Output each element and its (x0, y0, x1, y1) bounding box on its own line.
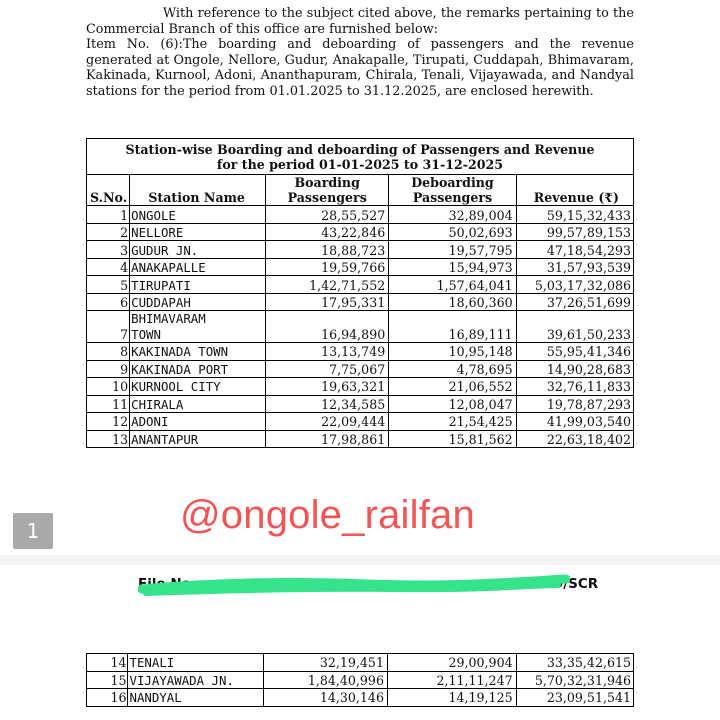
cell-sno: 1 (87, 206, 130, 224)
cell-boarding: 19,59,766 (266, 258, 389, 276)
cell-sno: 8 (87, 343, 130, 361)
cell-deboarding: 50,02,693 (389, 223, 516, 241)
cell-revenue: 14,90,28,683 (516, 360, 633, 378)
intro-paragraph-2: Item No. (6):The boarding and deboarding of passengers and the revenue generated at Ongole, Nellore, Gudur, Anakapalle, Tirupati, Cuddapah, Bhimavaram, Kakinada, Kurnool, Adoni, Ananthapuram, Chirala, Tenali, Vijayawada, and Nandyal stations for the period from 01.01.2025 to 31.12.2025, are enclosed herewith. (86, 37, 634, 99)
cell-deboarding: 14,19,125 (387, 689, 516, 707)
cell-deboarding: 15,94,973 (389, 258, 516, 276)
cell-sno: 13 (87, 430, 130, 448)
cell-sno: 3 (87, 241, 130, 259)
cell-boarding: 7,75,067 (266, 360, 389, 378)
table-row (87, 258, 634, 276)
cell-sno: 14 (87, 654, 128, 672)
cell-revenue: 39,61,50,233 (516, 311, 633, 343)
table-row (87, 343, 634, 361)
cell-boarding: 17,95,331 (266, 293, 389, 311)
cell-boarding: 28,55,527 (266, 206, 389, 224)
cell-boarding: 18,88,723 (266, 241, 389, 259)
cell-sno: 7 (87, 311, 130, 343)
cell-boarding: 14,30,146 (263, 689, 387, 707)
table-row (87, 413, 634, 431)
cell-deboarding: 4,78,695 (389, 360, 516, 378)
cell-boarding: 43,22,846 (266, 223, 389, 241)
header-station: Station Name (130, 175, 266, 206)
cell-station: CHIRALA (130, 395, 266, 413)
cell-station: NELLORE (130, 223, 266, 241)
cell-deboarding: 12,08,047 (389, 395, 516, 413)
table-row (87, 671, 634, 689)
cell-boarding: 16,94,890 (266, 311, 389, 343)
cell-deboarding: 32,89,004 (389, 206, 516, 224)
header-boarding (266, 175, 389, 206)
cell-deboarding: 21,54,425 (389, 413, 516, 431)
cell-boarding: 1,42,71,552 (266, 276, 389, 294)
table-row (87, 293, 634, 311)
cell-station: ANAKAPALLE (130, 258, 266, 276)
cell-sno: 10 (87, 378, 130, 396)
table-caption-line-2: for the period 01-01-2025 to 31-12-2025 (216, 157, 504, 172)
cell-revenue: 33,35,42,615 (516, 654, 633, 672)
cell-boarding: 17,98,861 (266, 430, 389, 448)
cell-sno: 9 (87, 360, 130, 378)
cell-deboarding: 29,00,904 (387, 654, 516, 672)
table-row (87, 276, 634, 294)
redaction-scribble (138, 573, 570, 597)
header-sno: S.No. (87, 175, 130, 206)
cell-deboarding: 10,95,148 (389, 343, 516, 361)
cell-deboarding: 18,60,360 (389, 293, 516, 311)
cell-station: KAKINADA PORT (130, 360, 266, 378)
table-body-page-1 (87, 206, 634, 448)
cell-revenue: 32,76,11,833 (516, 378, 633, 396)
table-row (87, 241, 634, 259)
table-caption-line-1: Station-wise Boarding and deboarding of Passengers and Revenue (125, 142, 595, 157)
cell-station-line: TOWN (131, 326, 161, 342)
table-row (87, 654, 634, 672)
cell-station: CUDDAPAH (130, 293, 266, 311)
cell-station: ONGOLE (130, 206, 266, 224)
cell-station-line: BHIMAVARAM (131, 311, 206, 327)
cell-station: KURNOOL CITY (130, 378, 266, 396)
document-page-2 (0, 565, 720, 720)
cell-deboarding: 1,57,64,041 (389, 276, 516, 294)
cell-deboarding: 21,06,552 (389, 378, 516, 396)
file-number-start: File No (138, 576, 191, 592)
cell-station (130, 311, 266, 343)
cell-station: TENALI (128, 654, 263, 672)
cell-boarding: 1,84,40,996 (263, 671, 387, 689)
table-row (87, 223, 634, 241)
cell-revenue: 19,78,87,293 (516, 395, 633, 413)
table-row (87, 378, 634, 396)
cell-station: NANDYAL (128, 689, 263, 707)
cell-deboarding: 19,57,795 (389, 241, 516, 259)
watermark-text: @ongole_railfan (180, 493, 475, 537)
table-row (87, 395, 634, 413)
table-row (87, 689, 634, 707)
cell-revenue: 5,03,17,32,086 (516, 276, 633, 294)
cell-revenue: 59,15,32,433 (516, 206, 633, 224)
cell-boarding: 22,09,444 (266, 413, 389, 431)
cell-revenue: 5,70,32,31,946 (516, 671, 633, 689)
page-number-badge[interactable]: 1 (13, 513, 53, 549)
cell-revenue: 55,95,41,346 (516, 343, 633, 361)
cell-boarding: 32,19,451 (263, 654, 387, 672)
cell-revenue: 31,57,93,539 (516, 258, 633, 276)
cell-station: TIRUPATI (130, 276, 266, 294)
table-header-row (87, 175, 634, 206)
cell-station: VIJAYAWADA JN. (128, 671, 263, 689)
cell-revenue: 99,57,89,153 (516, 223, 633, 241)
header-deboarding-label: Deboarding Passengers (411, 175, 494, 205)
header-revenue: Revenue (₹) (516, 175, 633, 206)
cell-sno: 11 (87, 395, 130, 413)
table-body-page-2 (87, 654, 634, 707)
page-gap (0, 555, 720, 565)
cell-sno: 2 (87, 223, 130, 241)
cell-revenue: 47,18,54,293 (516, 241, 633, 259)
station-stats-table (86, 138, 634, 448)
station-stats-table-continued (86, 653, 634, 707)
cell-deboarding: 15,81,562 (389, 430, 516, 448)
cell-station: GUDUR JN. (130, 241, 266, 259)
intro-paragraph-1: With reference to the subject cited above, the remarks pertaining to the Commercial Branch of this office are furnished below: (86, 6, 634, 37)
cell-revenue: 22,63,18,402 (516, 430, 633, 448)
table-caption-row (87, 139, 634, 175)
cell-sno: 15 (87, 671, 128, 689)
table-caption (87, 139, 634, 175)
cell-station: KAKINADA TOWN (130, 343, 266, 361)
cell-station: ANANTAPUR (130, 430, 266, 448)
cell-station: ADONI (130, 413, 266, 431)
cell-sno: 5 (87, 276, 130, 294)
cell-sno: 4 (87, 258, 130, 276)
cell-deboarding: 2,11,11,247 (387, 671, 516, 689)
cell-revenue: 41,99,03,540 (516, 413, 633, 431)
header-deboarding (389, 175, 516, 206)
cell-boarding: 19,63,321 (266, 378, 389, 396)
cell-sno: 12 (87, 413, 130, 431)
cell-revenue: 23,09,51,541 (516, 689, 633, 707)
table-row (87, 311, 634, 343)
cell-boarding: 12,34,585 (266, 395, 389, 413)
cell-sno: 16 (87, 689, 128, 707)
table-row (87, 206, 634, 224)
file-number-end: D/SCR (552, 576, 599, 592)
cell-sno: 6 (87, 293, 130, 311)
intro-text (86, 6, 634, 100)
cell-boarding: 13,13,749 (266, 343, 389, 361)
cell-deboarding: 16,89,111 (389, 311, 516, 343)
table-row (87, 430, 634, 448)
header-boarding-label: Boarding Passengers (287, 175, 367, 205)
cell-revenue: 37,26,51,699 (516, 293, 633, 311)
table-row (87, 360, 634, 378)
